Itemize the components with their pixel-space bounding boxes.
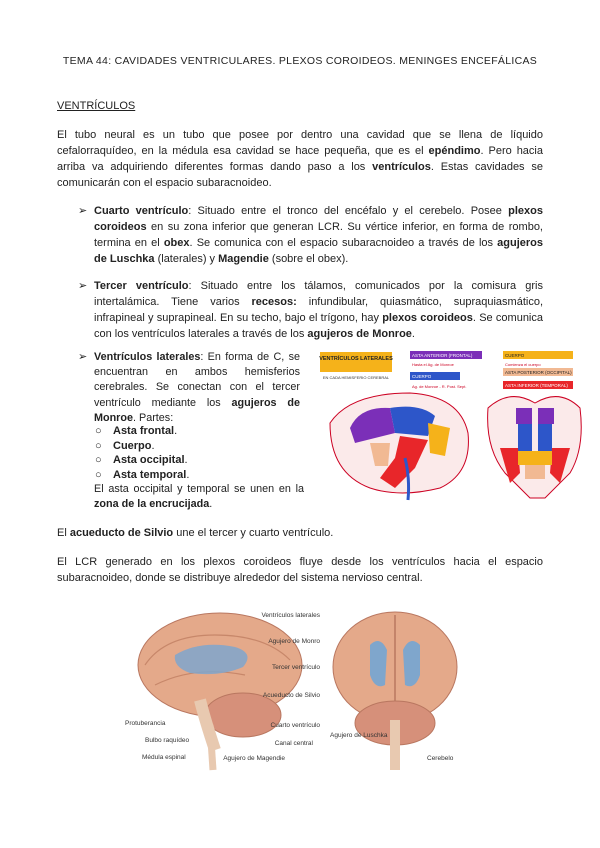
svg-text:Comienza el cuerpo: Comienza el cuerpo [505,362,541,367]
svg-text:Médula espinal: Médula espinal [142,754,186,761]
svg-text:ASTA ANTERIOR (FRONTAL): ASTA ANTERIOR (FRONTAL) [412,353,473,358]
lateral-parts-list [95,424,189,482]
svg-text:Agujero de Monro: Agujero de Monro [268,638,320,645]
list-item: ○ Asta frontal. [95,425,178,437]
svg-text:EN CADA HEMISFERIO CEREBRAL: EN CADA HEMISFERIO CEREBRAL [322,375,390,380]
lcr-paragraph: El LCR generado en los plexos coroideos fluye desde los ventrículos hacia el espacio subaracnoideo, donde se distribuye alrededor del sistema nervioso central. [57,556,543,584]
svg-text:Cuarto ventrículo: Cuarto ventrículo [270,722,320,729]
svg-text:Tercer ventrículo: Tercer ventrículo [271,664,320,671]
svg-text:Bulbo raquídeo: Bulbo raquídeo [145,737,190,744]
svg-text:ASTA POSTERIOR (OCCIPITAL): ASTA POSTERIOR (OCCIPITAL) [505,370,572,375]
svg-text:Canal central: Canal central [274,740,313,747]
intro-paragraph: El tubo neural es un tubo que posee por dentro una cavidad que se llena de líquido cefalorraquídeo, en la médula esa cavidad se hace pequeña, que es el epéndimo. Pero hacia arriba va adquiriendo diferentes formas dando paso a los ventrículos. Estas cavidades se comunicarán con el espacio subaracnoideo. [57,129,543,189]
svg-text:Hasta el Ag. de Monroe: Hasta el Ag. de Monroe [412,362,454,367]
svg-text:Ventrículos laterales: Ventrículos laterales [261,612,320,619]
list-item: ○ Cuerpo. [95,439,155,452]
encrucijada-note: El asta occipital y temporal se unen en la zona de la encrucijada. [94,483,304,510]
svg-text:CUERPO: CUERPO [412,374,432,379]
arrow-bullet-icon: ➢ [78,280,88,292]
bullet-tercer-ventriculo: ➢ Tercer ventrículo: Situado entre los tálamos, comunicados por la comisura gris intertalámica. Tiene varios recesos: infundibular, quiasmático, supraquiasmático, infrapineal y suprapineal. En su techo, bajo el trígono, hay plexos coroideos. Se comunica con los ventrículos laterales a través de los agujeros de Monroe. [78,280,543,340]
svg-text:Ag. de Monroe - R. Post. Sept.: Ag. de Monroe - R. Post. Sept. [412,384,467,389]
silvio-paragraph: El acueducto de Silvio une el tercer y cuarto ventrículo. [57,527,334,539]
brain-ventricles-illustration [125,605,465,775]
bullet-ventriculos-laterales: ➢ Ventrículos laterales: En forma de C, se encuentran en ambos hemisferios cerebrales. Se conectan con el tercer ventrículo mediante los agujeros de Monroe. Partes: [78,351,300,424]
list-item: ○ Asta temporal. [95,468,190,481]
svg-text:Agujero de Luschka: Agujero de Luschka [330,732,388,739]
arrow-bullet-icon: ➢ [78,351,88,363]
svg-text:Cerebelo: Cerebelo [427,755,454,762]
svg-text:ASTA INFERIOR (TEMPORAL): ASTA INFERIOR (TEMPORAL) [505,383,568,388]
diagram-header-text: VENTRÍCULOS LATERALES [319,356,393,362]
svg-text:Protuberancia: Protuberancia [125,720,166,727]
svg-text:Agujero de Magendie: Agujero de Magendie [223,755,285,762]
list-item: ○ Asta occipital. [95,454,188,467]
bullet-cuarto-ventriculo: ➢ Cuarto ventrículo: Situado entre el tronco del encéfalo y el cerebelo. Posee plexos coroideos en su zona inferior que generan LCR. Su vértice inferior, en forma de rombo, termina en el obex. Se comunica con el espacio subaracnoideo a través de los agujeros de Luschka (laterales) y Magendie (sobre el obex). [78,205,543,265]
svg-text:CUERPO: CUERPO [505,353,525,358]
svg-text:Acueducto de Silvio: Acueducto de Silvio [262,692,320,699]
document-title: TEMA 44: CAVIDADES VENTRICULARES. PLEXOS COROIDEOS. MENINGES ENCEFÁLICAS [62,55,538,67]
arrow-bullet-icon: ➢ [78,205,88,217]
section-heading: VENTRÍCULOS [57,100,136,112]
lateral-ventricles-diagram [310,348,590,518]
